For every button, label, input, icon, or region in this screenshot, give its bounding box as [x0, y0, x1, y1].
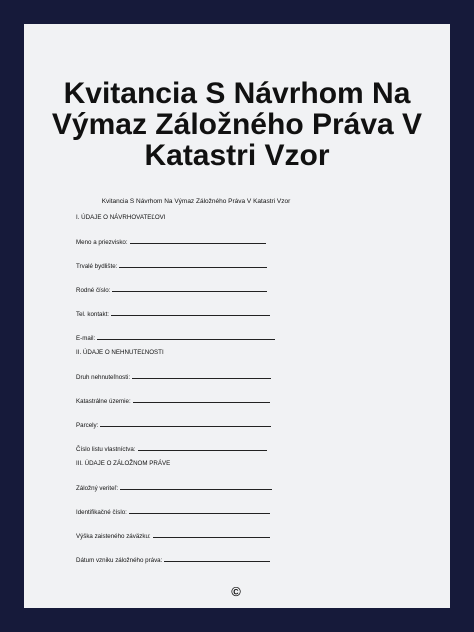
- field-lien-date-line[interactable]: [164, 555, 270, 562]
- document-page: [24, 24, 450, 608]
- field-address-label: Trvalé bydlište:: [76, 263, 118, 270]
- field-property-type-label: Druh nehnuteľnosti:: [76, 374, 131, 381]
- field-email-line[interactable]: [97, 333, 275, 340]
- field-name-line[interactable]: [130, 237, 266, 244]
- field-address-line[interactable]: [119, 261, 267, 268]
- field-parcels: [76, 420, 316, 428]
- section-heading-property: II. ÚDAJE O NEHNUTEĽNOSTI: [76, 349, 164, 356]
- field-phone-line[interactable]: [111, 309, 270, 316]
- field-cadastral-area-label: Katastrálne územie:: [76, 398, 131, 405]
- field-secured-amount: [76, 531, 316, 539]
- field-lien-date: [76, 555, 316, 563]
- section-heading-applicant: I. ÚDAJE O NÁVRHOVATEĽOVI: [76, 214, 166, 221]
- section-heading-lien: III. ÚDAJE O ZÁLOŽNOM PRÁVE: [76, 460, 171, 467]
- field-phone-label: Tel. kontakt:: [76, 311, 110, 318]
- field-id-number: [76, 507, 316, 515]
- field-cadastral-area-line[interactable]: [133, 396, 270, 403]
- field-creditor: [76, 483, 316, 491]
- field-birth-number-line[interactable]: [112, 285, 267, 292]
- field-secured-amount-line[interactable]: [153, 531, 270, 538]
- field-birth-number-label: Rodné číslo:: [76, 287, 111, 294]
- field-secured-amount-label: Výška zaisteného záväzku:: [76, 533, 151, 540]
- field-ownership-sheet-line[interactable]: [138, 444, 267, 451]
- field-lien-date-label: Dátum vzniku záložného práva:: [76, 557, 163, 564]
- field-parcels-line[interactable]: [100, 420, 271, 427]
- field-id-number-label: Identifikačné číslo:: [76, 509, 127, 516]
- field-parcels-label: Parcely:: [76, 422, 99, 429]
- field-name-label: Meno a priezvisko:: [76, 239, 128, 246]
- field-cadastral-area: [76, 396, 316, 404]
- copyright-icon: ©: [231, 584, 241, 599]
- field-phone: [76, 309, 316, 317]
- page-title: Kvitancia S Návrhom Na Výmaz Záložného Práva V Katastri Vzor: [51, 77, 423, 172]
- field-name: [76, 237, 316, 245]
- field-creditor-label: Záložný veriteľ:: [76, 485, 119, 492]
- field-email-label: E-mail:: [76, 335, 96, 342]
- field-ownership-sheet-label: Číslo listu vlastníctva:: [76, 446, 136, 453]
- field-birth-number: [76, 285, 316, 293]
- field-address: [76, 261, 316, 269]
- field-creditor-line[interactable]: [120, 483, 272, 490]
- form-title: Kvitancia S Návrhom Na Výmaz Záložného Práva V Katastri Vzor: [101, 198, 291, 205]
- form-document: [76, 198, 316, 579]
- field-ownership-sheet: [76, 444, 316, 452]
- field-property-type: [76, 372, 316, 380]
- field-id-number-line[interactable]: [129, 507, 270, 514]
- field-property-type-line[interactable]: [132, 372, 271, 379]
- field-email: [76, 333, 316, 341]
